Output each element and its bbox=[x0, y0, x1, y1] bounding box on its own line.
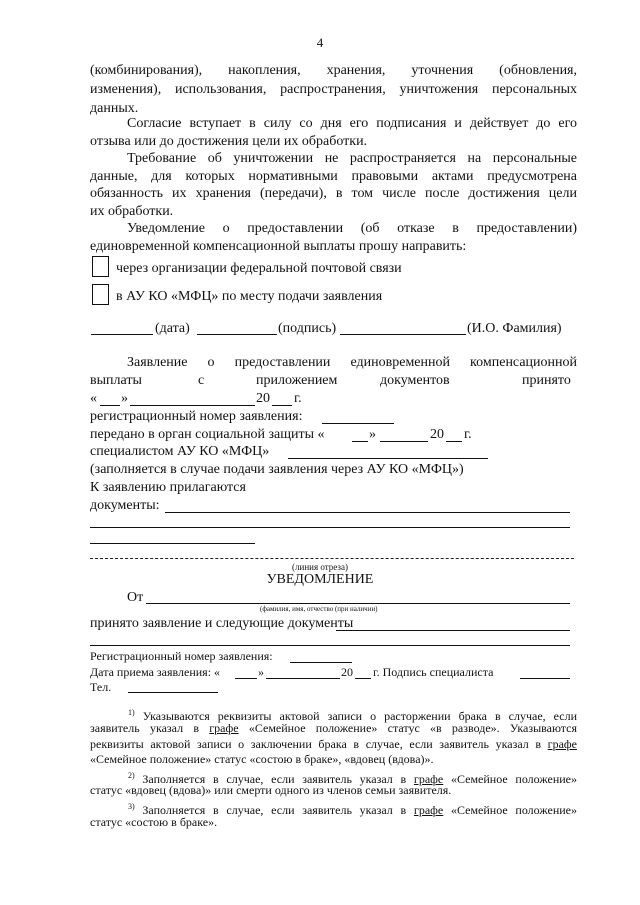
consent-line: их обработки. bbox=[90, 204, 174, 219]
footnote-link[interactable]: графе bbox=[547, 737, 577, 751]
notice-reg-label: Регистрационный номер заявления: bbox=[90, 649, 273, 663]
post-option-label: через организации федеральной почтовой связи bbox=[116, 261, 402, 276]
consent-line: единовременной компенсационной выплаты прошу направить: bbox=[90, 239, 467, 254]
acceptance-line: Заявление о предоставлении единовременной компенсационной bbox=[127, 355, 577, 370]
accepted-year-prefix: 20 bbox=[256, 391, 270, 406]
footnote-mark: 2) bbox=[128, 771, 135, 780]
reg-number-label: регистрационный номер заявления: bbox=[90, 409, 303, 424]
acceptance-word: принято bbox=[522, 373, 571, 388]
notice-reg-line[interactable] bbox=[290, 662, 352, 663]
from-line[interactable] bbox=[146, 603, 570, 604]
page-number: 4 bbox=[316, 35, 324, 50]
name-label: (И.О. Фамилия) bbox=[467, 321, 562, 336]
reg-number-line[interactable] bbox=[322, 423, 394, 424]
notice-date-close: » bbox=[258, 665, 264, 679]
consent-line: отзыва или до достижения цели их обработки. bbox=[90, 134, 368, 149]
consent-line: Согласие вступает в силу со дня его подписания и действует до его bbox=[127, 116, 577, 131]
accepted-year-suffix: г. bbox=[294, 391, 302, 406]
name-line[interactable] bbox=[340, 334, 466, 335]
documents-line[interactable] bbox=[90, 527, 570, 528]
transferred-close: » bbox=[369, 427, 376, 442]
transferred-year-suffix: г. bbox=[464, 427, 472, 442]
cut-line-label: (линия отреза) bbox=[292, 562, 348, 572]
date-label: (дата) bbox=[155, 321, 190, 336]
notice-month-line[interactable] bbox=[266, 678, 340, 679]
notice-sign-label: г. Подпись специалиста bbox=[373, 665, 494, 679]
accepted-date-close: » bbox=[121, 391, 128, 406]
footnote-text: Заполняется в случае, если заявитель указал в bbox=[142, 772, 414, 786]
notice-day-line[interactable] bbox=[235, 678, 257, 679]
footnote-1-line bbox=[90, 721, 577, 736]
footnote-text: «Семейное положение» bbox=[443, 772, 577, 786]
received-line[interactable] bbox=[90, 645, 570, 646]
mfc-note: (заполняется в случае подачи заявления через АУ КО «МФЦ») bbox=[90, 462, 464, 477]
footnote-text: «Семейное положение» bbox=[443, 803, 577, 817]
consent-line: Уведомление о предоставлении (об отказе в предоставлении) bbox=[127, 221, 577, 236]
mfc-option-label: в АУ КО «МФЦ» по месту подачи заявления bbox=[116, 289, 383, 304]
consent-line: данных. bbox=[90, 101, 139, 116]
footnote-mark: 3) bbox=[128, 802, 135, 811]
fio-hint: (фамилия, имя, отчество (при наличии) bbox=[260, 605, 378, 613]
footnote-text: заявитель указал в bbox=[90, 721, 210, 735]
footnote-text: Заполняется в случае, если заявитель указал в bbox=[142, 803, 414, 817]
notice-date-label: Дата приема заявления: « bbox=[90, 665, 221, 679]
footnote-1-line bbox=[90, 737, 577, 752]
accepted-year-line[interactable] bbox=[272, 405, 292, 406]
footnote-mark: 1) bbox=[128, 708, 135, 717]
from-label: От bbox=[127, 590, 144, 605]
acceptance-word: приложением bbox=[256, 373, 338, 388]
phone-label: Тел. bbox=[90, 680, 112, 694]
footnote-link[interactable]: графе bbox=[209, 721, 239, 735]
footnote-text: «Семейное положение» статус «в разводе». Указываются bbox=[238, 721, 578, 735]
signature-label: (подпись) bbox=[278, 321, 337, 336]
consent-line: данные, для которых нормативными правовыми актами предусмотрена bbox=[90, 169, 577, 184]
notice-sign-line[interactable] bbox=[520, 678, 570, 679]
specialist-line[interactable] bbox=[288, 458, 488, 459]
notice-year-prefix: 20 bbox=[341, 665, 353, 679]
accepted-date-open: « bbox=[90, 391, 97, 406]
acceptance-word: выплаты bbox=[90, 373, 142, 388]
transferred-month-line[interactable] bbox=[380, 441, 428, 442]
footnote-2-line: статус «вдовец (вдова)» или смерти одного из членов семьи заявителя. bbox=[90, 783, 452, 797]
acceptance-word: с bbox=[198, 373, 205, 388]
received-label: принято заявление и следующие документы bbox=[90, 616, 354, 631]
footnote-3-line: статус «состою в браке». bbox=[90, 815, 218, 829]
signature-line[interactable] bbox=[197, 334, 277, 335]
footnote-1-line: «Семейное положение» статус «состою в браке», «вдовец (вдова)». bbox=[90, 752, 434, 766]
consent-line: Требование об уничтожении не распространяется на персональные bbox=[127, 151, 577, 166]
acceptance-word: документов bbox=[380, 373, 450, 388]
transferred-day-line[interactable] bbox=[352, 441, 368, 442]
documents-line[interactable] bbox=[165, 512, 570, 513]
date-line[interactable] bbox=[91, 334, 153, 335]
received-line[interactable] bbox=[336, 630, 570, 631]
transferred-year-prefix: 20 bbox=[430, 427, 444, 442]
consent-line: (комбинирования), накопления, хранения, уточнения (обновления, bbox=[90, 63, 577, 78]
consent-line: обязанность их хранения (передачи), в том числе после достижения цели bbox=[90, 186, 577, 201]
accepted-day-line[interactable] bbox=[100, 405, 120, 406]
footnote-link[interactable]: графе bbox=[413, 772, 444, 786]
footnote-text: реквизиты актовой записи о заключении брака в случае, если заявитель указал в bbox=[90, 737, 548, 751]
documents-line[interactable] bbox=[90, 543, 255, 544]
footnote-link[interactable]: графе bbox=[413, 803, 444, 817]
mfc-option-checkbox[interactable] bbox=[92, 284, 109, 305]
attached-label: К заявлению прилагаются bbox=[90, 480, 246, 495]
transferred-label: передано в орган социальной защиты « bbox=[90, 427, 325, 442]
phone-line[interactable] bbox=[128, 692, 218, 693]
notice-year-line[interactable] bbox=[355, 678, 371, 679]
consent-line: изменения), использования, распространения, уничтожения персональных bbox=[90, 82, 577, 97]
documents-label: документы: bbox=[90, 498, 160, 513]
notification-title: УВЕДОМЛЕНИЕ bbox=[266, 572, 374, 587]
post-option-checkbox[interactable] bbox=[92, 256, 109, 277]
specialist-label: специалистом АУ КО «МФЦ» bbox=[90, 444, 270, 459]
cut-line bbox=[90, 558, 574, 559]
footnote-text: Указываются реквизиты актовой записи о расторжении брака в случае, если bbox=[142, 709, 578, 723]
accepted-month-line[interactable] bbox=[130, 405, 255, 406]
transferred-year-line[interactable] bbox=[446, 441, 462, 442]
